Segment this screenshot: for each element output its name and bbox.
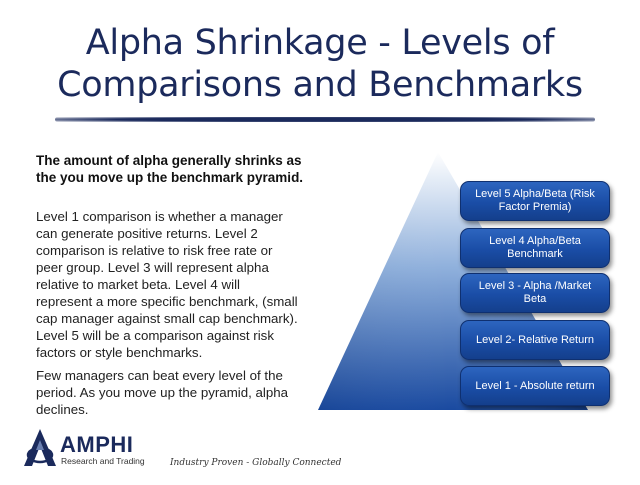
intro-text: The amount of alpha generally shrinks as the you move up the benchmark pyramid. bbox=[36, 153, 304, 185]
body-paragraph-1: Level 1 comparison is whether a manager can generate positive returns. Level 2 comparison is relative to risk free rate or peer group. Level 3 will represent alpha relative to market beta. Level 4 will represent a more specific benchmark, (small cap manager against small cap benchmark). Level 5 will be a comparison against risk factors or style benchmarks. bbox=[36, 209, 298, 360]
logo-subtitle: Research and Trading bbox=[61, 456, 145, 466]
tagline: Industry Proven - Globally Connected bbox=[170, 458, 342, 468]
pyramid-level-5: Level 5 Alpha/Beta (Risk Factor Premia) bbox=[460, 181, 610, 221]
slide-title: Alpha Shrinkage - Levels of Comparisons and Benchmarks bbox=[57, 23, 583, 105]
logo-wordmark: AMPHI bbox=[60, 432, 134, 457]
amphi-logo-icon bbox=[22, 428, 58, 468]
pyramid-level-1: Level 1 - Absolute return bbox=[460, 366, 610, 406]
pyramid-level-3: Level 3 - Alpha /Market Beta bbox=[460, 273, 610, 313]
body-paragraph-2: Few managers can beat every level of the period. As you move up the pyramid, alpha declines. bbox=[36, 368, 289, 417]
title-divider bbox=[55, 117, 595, 122]
pyramid-level-4: Level 4 Alpha/Beta Benchmark bbox=[460, 228, 610, 268]
pyramid-level-2: Level 2- Relative Return bbox=[460, 320, 610, 360]
